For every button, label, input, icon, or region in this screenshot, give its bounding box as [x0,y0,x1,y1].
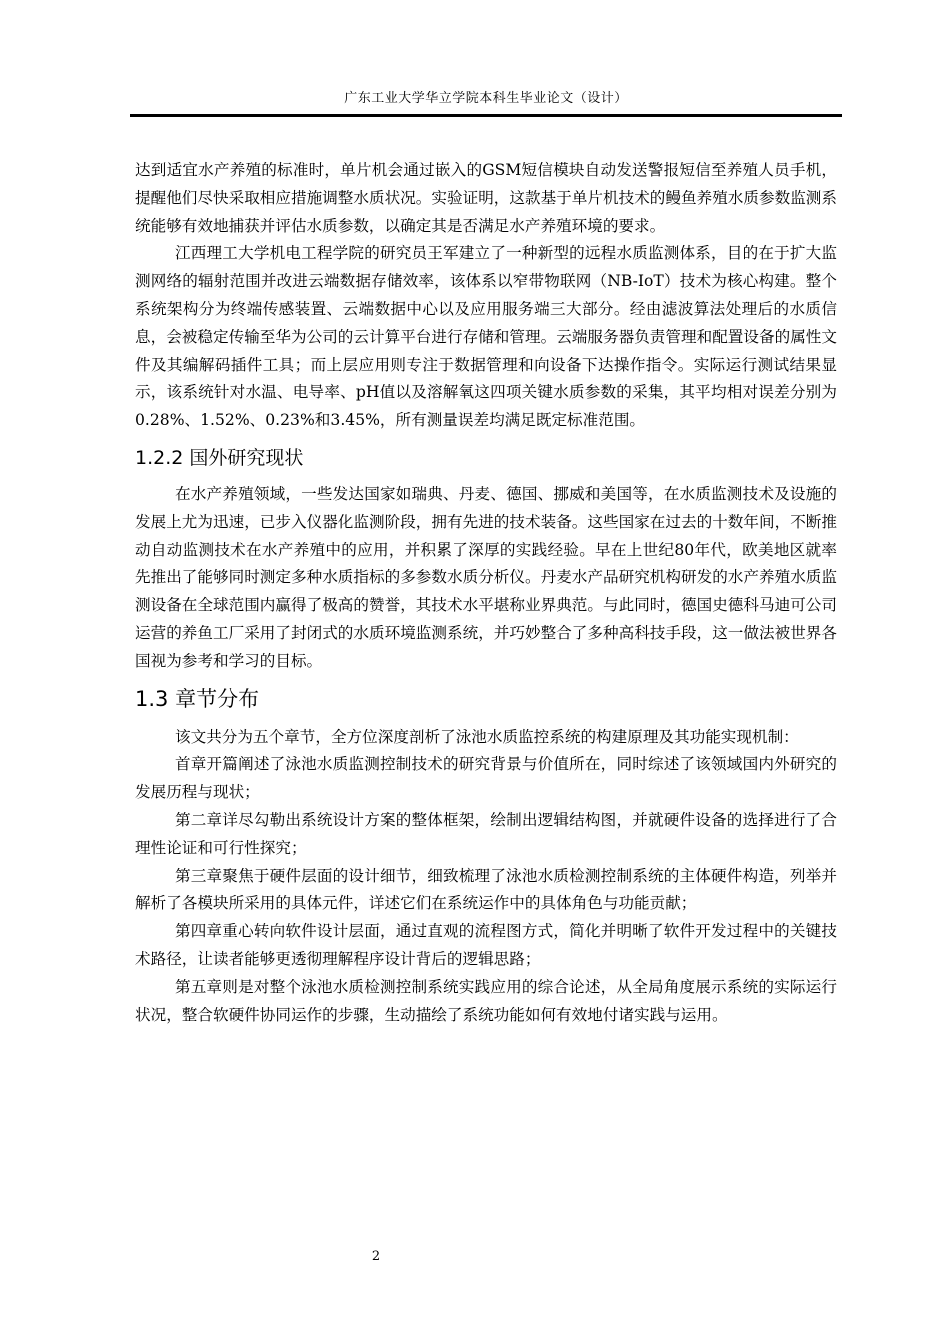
header-rule [130,114,842,117]
page-number: 2 [371,1249,381,1264]
body-paragraph: 该文共分为五个章节，全方位深度剖析了泳池水质监控系统的构建原理及其功能实现机制： [175,727,799,746]
body-paragraph: 第二章详尽勾勒出系统设计方案的整体框架，绘制出逻辑结构图，并就硬件设备的选择进行了合理性论证和可行性探究； [135,810,837,857]
body-paragraph: 第四章重心转向软件设计层面，通过直观的流程图方式，简化并明晰了软件开发过程中的关键技术路径，让读者能够更透彻理解程序设计背后的逻辑思路； [135,922,837,968]
running-header: 广东工业大学华立学院本科生毕业论文（设计） [344,91,628,106]
body-paragraph: 首章开篇阐述了泳池水质监测控制技术的研究背景与价值所在，同时综述了该领域国内外研究的发展历程与现状； [135,755,837,802]
section-heading-1-2-2: 1.2.2 国外研究现状 [135,446,304,469]
body-paragraph: 第三章聚焦于硬件层面的设计细节，细致梳理了泳池水质检测控制系统的主体硬件构造，列举并解析了各模块所采用的具体元件，详述它们在系统运作中的具体角色与功能贡献； [135,866,837,913]
page-body [135,157,837,1029]
section-heading-1-3: 1.3 章节分布 [135,686,260,711]
body-paragraph: 达到适宜水产养殖的标准时，单片机会通过嵌入的GSM短信模块自动发送警报短信至养殖人员手机，提醒他们尽快采取相应措施调整水质状况。实验证明，这款基于单片机技术的鳗鱼养殖水质参数监测系统能够有效地捕获并评估水质参数，以确定其是否满足水产养殖环境的要求。 [135,161,837,235]
body-paragraph: 第五章则是对整个泳池水质检测控制系统实践应用的综合论述，从全局角度展示系统的实际运行状况，整合软硬件协同运作的步骤，生动描绘了系统功能如何有效地付诸实践与运用。 [135,977,837,1024]
body-paragraph: 在水产养殖领域，一些发达国家如瑞典、丹麦、德国、挪威和美国等，在水质监测技术及设施的发展上尤为迅速，已步入仪器化监测阶段，拥有先进的技术装备。这些国家在过去的十数年间，不断推动自动监测技术在水产养殖中的应用，并积累了深厚的实践经验。早在上世纪80年代，欧美地区就率先推出了能够同时测定多种水质指标的多参数水质分析仪。丹麦水产品研究机构研发的水产养殖水质监测设备在全球范围内赢得了极高的赞誉，其技术水平堪称业界典范。与此同时，德国史德科马迪可公司运营的养鱼工厂采用了封闭式的水质环境监测系统，并巧妙整合了多种高科技手段，这一做法被世界各国视为参考和学习的目标。 [135,484,837,670]
body-paragraph: 江西理工大学机电工程学院的研究员王军建立了一种新型的远程水质监测体系，目的在于扩大监测网络的辐射范围并改进云端数据存储效率，该体系以窄带物联网（NB-IoT）技术为核心构建。整个系统架构分为终端传感装置、云端数据中心以及应用服务端三大部分。经由滤波算法处理后的水质信息，会被稳定传输至华为公司的云计算平台进行存储和管理。云端服务器负责管理和配置设备的属性文件及其编解码插件工具；而上层应用则专注于数据管理和向设备下达操作指令。实际运行测试结果显示，该系统针对水温、电导率、pH值以及溶解氧这四项关键水质参数的采集，其平均相对误差分别为0.28%、1.52%、0.23%和3.45%，所有测量误差均满足既定标准范围。 [135,244,837,430]
